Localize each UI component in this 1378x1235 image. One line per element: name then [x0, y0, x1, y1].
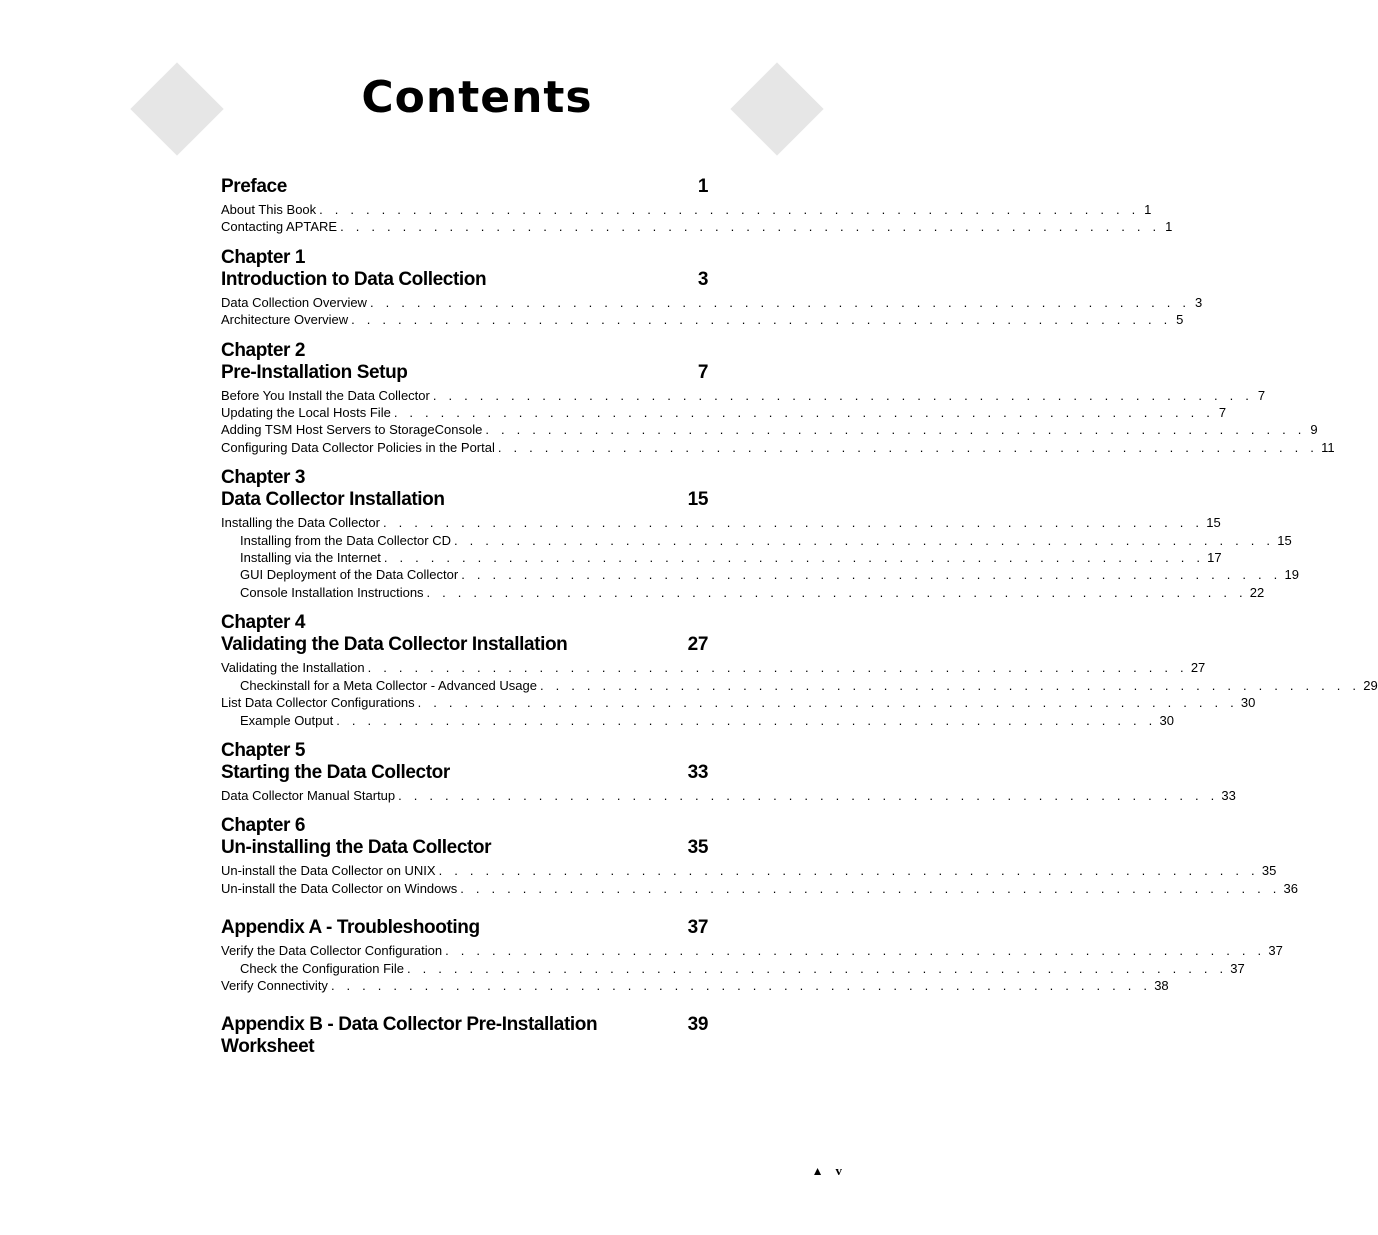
toc-entry[interactable] — [221, 977, 1169, 994]
section-title: Validating the Data Collector Installation — [221, 634, 568, 656]
section-page: 3 — [697, 268, 708, 290]
dot-leader: . . . . . . . . . . . . . . . . . . . . . . . . . . . . . . . . . . . . . . . . . . . . . . . . . . . . . — [438, 863, 1259, 879]
toc-entry-page: 30 — [1240, 695, 1256, 711]
toc-section — [221, 339, 1335, 457]
toc-entry-title: Updating the Local Hosts File — [221, 405, 391, 421]
toc-entry-title: Before You Install the Data Collector — [221, 387, 430, 403]
toc-entry[interactable] — [221, 549, 1222, 566]
toc-entry-page: 7 — [1218, 405, 1227, 421]
section-title: Introduction to Data Collection — [221, 268, 487, 290]
dot-leader: . . . . . . . . . . . . . . . . . . . . . . . . . . . . . . . . . . . . . . . . . . . . . . . . . . . . . — [407, 960, 1228, 976]
page-footer — [812, 1163, 842, 1179]
toc-section — [221, 467, 1299, 601]
triangle-up-icon: ▲ — [811, 1163, 824, 1178]
dot-leader: . . . . . . . . . . . . . . . . . . . . . . . . . . . . . . . . . . . . . . . . . . . . . . . . . . . . . — [445, 943, 1266, 959]
chapter-label: Chapter 2 — [221, 339, 306, 361]
chapter-label: Chapter 5 — [221, 739, 306, 761]
chapter-label: Chapter 3 — [221, 467, 306, 489]
toc-entry[interactable] — [221, 862, 1277, 879]
section-heading[interactable] — [221, 634, 708, 656]
toc-entry[interactable] — [221, 566, 1299, 583]
chapter-label: Chapter 1 — [221, 246, 306, 268]
toc-entry[interactable] — [221, 201, 1152, 218]
toc-entry[interactable] — [221, 387, 1266, 404]
toc-entry-title: Adding TSM Host Servers to StorageConsole — [221, 422, 483, 438]
section-heading[interactable] — [221, 269, 708, 291]
dot-leader: . . . . . . . . . . . . . . . . . . . . . . . . . . . . . . . . . . . . . . . . . . . . . . . . . . . . . — [351, 312, 1172, 328]
toc-entry-title: Example Output — [240, 712, 334, 728]
toc-entry[interactable] — [221, 880, 1298, 897]
toc-entry-title: Architecture Overview — [221, 312, 349, 328]
toc-entry[interactable] — [221, 311, 1184, 328]
toc-entry-page: 30 — [1159, 712, 1174, 728]
toc-entry-page: 19 — [1284, 567, 1299, 583]
dot-leader: . . . . . . . . . . . . . . . . . . . . . . . . . . . . . . . . . . . . . . . . . . . . . . . . . . . . . — [319, 202, 1140, 217]
chapter-label: Chapter 4 — [221, 612, 306, 634]
dot-leader: . . . . . . . . . . . . . . . . . . . . . . . . . . . . . . . . . . . . . . . . . . . . . . . . . . . . . — [432, 387, 1254, 403]
toc-entry-title: Installing from the Data Collector CD — [240, 532, 451, 548]
section-heading[interactable] — [221, 1014, 708, 1058]
toc-entry-page: 7 — [1257, 387, 1266, 403]
dot-leader: . . . . . . . . . . . . . . . . . . . . . . . . . . . . . . . . . . . . . . . . . . . . . . . . . . . . . — [460, 880, 1281, 896]
section-page: 15 — [687, 489, 708, 511]
toc-entry-page: 5 — [1176, 312, 1184, 328]
section-page: 33 — [687, 761, 708, 783]
section-title: Un-installing the Data Collector — [221, 837, 492, 859]
toc-entry-title: Installing the Data Collector — [221, 515, 380, 531]
toc-entry-page: 37 — [1230, 960, 1245, 976]
section-heading[interactable] — [221, 176, 708, 198]
toc-entry-page: 15 — [1206, 515, 1221, 531]
toc-entry-page: 27 — [1190, 660, 1206, 676]
page-number: v — [835, 1163, 842, 1178]
section-page: 27 — [687, 634, 708, 656]
toc-entry[interactable] — [221, 659, 1206, 676]
dot-leader: . . . . . . . . . . . . . . . . . . . . . . . . . . . . . . . . . . . . . . . . . . . . . . . . . . . . . — [398, 787, 1219, 803]
toc-entry-title: Un-install the Data Collector on UNIX — [221, 863, 436, 879]
toc-entry-title: Validating the Installation — [221, 660, 365, 676]
toc-entry-page: 22 — [1249, 584, 1265, 600]
dot-leader: . . . . . . . . . . . . . . . . . . . . . . . . . . . . . . . . . . . . . . . . . . . . . . . . . . . . . — [497, 439, 1319, 455]
toc-section — [221, 739, 1236, 804]
section-title: Starting the Data Collector — [221, 761, 450, 783]
section-title: Preface — [221, 176, 287, 197]
toc-entry[interactable] — [221, 677, 1378, 694]
dot-leader: . . . . . . . . . . . . . . . . . . . . . . . . . . . . . . . . . . . . . . . . . . . . . . . . . . . . . — [369, 294, 1191, 310]
toc-entry-title: Un-install the Data Collector on Windows — [221, 880, 458, 896]
toc-section — [221, 815, 1298, 897]
section-title: Appendix B - Data Collector Pre-Installation Worksheet — [221, 1014, 598, 1058]
toc-entry-title: Installing via the Internet — [240, 550, 381, 566]
toc-entry-page: 33 — [1221, 787, 1236, 803]
toc-entry-page: 38 — [1154, 977, 1169, 993]
toc-entry-page: 37 — [1268, 943, 1283, 959]
toc-entry[interactable] — [221, 712, 1174, 729]
section-title: Data Collector Installation — [221, 489, 445, 511]
toc-entry-title: Verify the Data Collector Configuration — [221, 943, 443, 959]
dot-leader: . . . . . . . . . . . . . . . . . . . . . . . . . . . . . . . . . . . . . . . . . . . . . . . . . . . . . — [336, 712, 1157, 728]
toc-entry-page: 3 — [1194, 294, 1203, 310]
section-page: 37 — [687, 917, 708, 939]
toc-entry-page: 1 — [1165, 219, 1173, 235]
toc-entry-title: About This Book — [221, 202, 317, 217]
section-heading[interactable] — [221, 362, 708, 384]
dot-leader: . . . . . . . . . . . . . . . . . . . . . . . . . . . . . . . . . . . . . . . . . . . . . . . . . . . . . — [393, 405, 1215, 421]
toc-section — [221, 612, 1378, 729]
toc-section — [221, 176, 1173, 236]
toc-entry-title: Check the Configuration File — [240, 960, 405, 976]
toc-entry[interactable] — [221, 584, 1265, 601]
dot-leader: . . . . . . . . . . . . . . . . . . . . . . . . . . . . . . . . . . . . . . . . . . . . . . . . . . . . . — [426, 584, 1247, 600]
toc-entry-page: 15 — [1277, 532, 1292, 548]
toc-entry[interactable] — [221, 439, 1335, 456]
toc-entry-page: 1 — [1144, 202, 1152, 217]
dot-leader: . . . . . . . . . . . . . . . . . . . . . . . . . . . . . . . . . . . . . . . . . . . . . . . . . . . . . — [539, 677, 1361, 693]
section-page: 7 — [697, 361, 708, 383]
dot-leader: . . . . . . . . . . . . . . . . . . . . . . . . . . . . . . . . . . . . . . . . . . . . . . . . . . . . . — [453, 532, 1275, 548]
toc-entry-title: Contacting APTARE — [221, 219, 338, 235]
section-heading[interactable] — [221, 762, 708, 784]
section-heading[interactable] — [221, 837, 708, 859]
dot-leader: . . . . . . . . . . . . . . . . . . . . . . . . . . . . . . . . . . . . . . . . . . . . . . . . . . . . . — [383, 550, 1205, 566]
section-title: Appendix A - Troubleshooting — [221, 917, 480, 939]
dot-leader: . . . . . . . . . . . . . . . . . . . . . . . . . . . . . . . . . . . . . . . . . . . . . . . . . . . . . — [330, 977, 1152, 993]
toc-entry[interactable] — [221, 218, 1173, 235]
toc-entry[interactable] — [221, 532, 1292, 549]
toc-entry[interactable] — [221, 404, 1227, 421]
toc-section — [221, 1014, 708, 1058]
toc-section — [221, 917, 1283, 994]
section-heading[interactable] — [221, 489, 708, 511]
toc-entry[interactable] — [221, 694, 1256, 711]
toc-entry-title: GUI Deployment of the Data Collector — [240, 567, 459, 583]
toc-entry-title: Configuring Data Collector Policies in the Portal — [221, 439, 495, 455]
toc-entry[interactable] — [221, 294, 1203, 311]
toc-entry-page: 36 — [1283, 880, 1298, 896]
toc-entry-title: List Data Collector Configurations — [221, 695, 415, 711]
dot-leader: . . . . . . . . . . . . . . . . . . . . . . . . . . . . . . . . . . . . . . . . . . . . . . . . . . . . . — [340, 219, 1161, 235]
toc-entry-title: Checkinstall for a Meta Collector - Advanced Usage — [240, 677, 537, 693]
toc-entry[interactable] — [221, 960, 1245, 977]
dot-leader: . . . . . . . . . . . . . . . . . . . . . . . . . . . . . . . . . . . . . . . . . . . . . . . . . . . . . — [417, 695, 1238, 711]
dot-leader: . . . . . . . . . . . . . . . . . . . . . . . . . . . . . . . . . . . . . . . . . . . . . . . . . . . . . — [461, 567, 1282, 583]
toc-entry-page: 35 — [1261, 863, 1277, 879]
toc-entry-title: Data Collector Manual Startup — [221, 787, 396, 803]
toc-entry-title: Data Collection Overview — [221, 294, 367, 310]
page-title: Contents — [361, 72, 593, 123]
chapter-label: Chapter 6 — [221, 815, 306, 837]
section-title: Pre-Installation Setup — [221, 361, 408, 383]
toc-entry-page: 11 — [1321, 439, 1335, 455]
section-page: 1 — [697, 176, 708, 197]
dot-leader: . . . . . . . . . . . . . . . . . . . . . . . . . . . . . . . . . . . . . . . . . . . . . . . . . . . . . — [382, 515, 1204, 531]
toc-entry[interactable] — [221, 942, 1283, 959]
section-heading[interactable] — [221, 917, 708, 939]
toc-entry-title: Verify Connectivity — [221, 977, 328, 993]
toc-entry-title: Console Installation Instructions — [240, 584, 424, 600]
dot-leader: . . . . . . . . . . . . . . . . . . . . . . . . . . . . . . . . . . . . . . . . . . . . . . . . . . . . . — [367, 660, 1188, 676]
section-page: 39 — [687, 1014, 708, 1036]
dot-leader: . . . . . . . . . . . . . . . . . . . . . . . . . . . . . . . . . . . . . . . . . . . . . . . . . . . . . — [485, 422, 1306, 438]
toc-entry-page: 17 — [1207, 550, 1222, 566]
toc-entry[interactable] — [221, 421, 1318, 438]
toc-entry-page: 29 — [1363, 677, 1378, 693]
toc-entry[interactable] — [221, 787, 1236, 804]
toc-entry[interactable] — [221, 514, 1221, 531]
table-of-contents — [221, 176, 1378, 1069]
toc-entry-page: 9 — [1310, 422, 1318, 438]
section-page: 35 — [687, 837, 708, 859]
toc-section — [221, 246, 1203, 329]
